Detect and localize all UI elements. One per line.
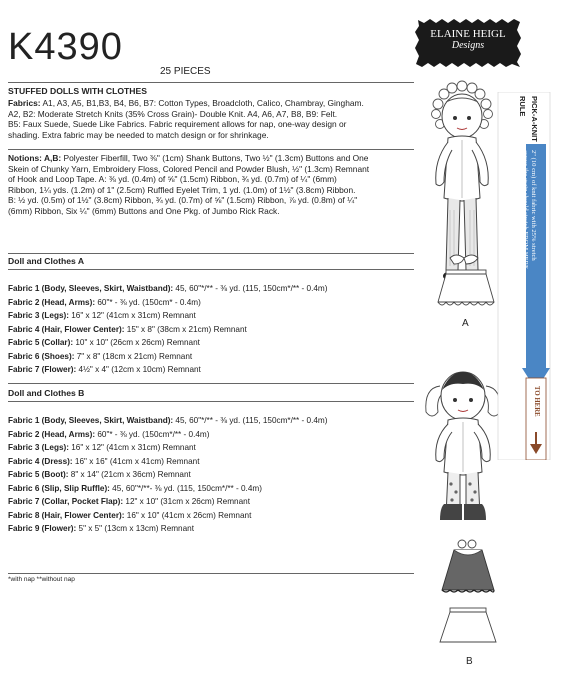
- fabrics-line: A2, B2: Moderate Stretch Knits (35% Cross Grain)- Double Knit. A4, A6, A7, B8, B9: Felt.: [8, 108, 338, 119]
- fabric-row: [8, 323, 418, 337]
- fabric-amount: 60"* - ⅜ yd. (150cm* - 0.4m): [95, 297, 201, 307]
- group-b-list: [8, 414, 418, 536]
- brand-logo-text: [414, 28, 522, 52]
- pick-a-knit-rule-wrap: [518, 96, 530, 126]
- fabric-name: Fabric 6 (Shoes):: [8, 351, 75, 361]
- pick-a-knit-title-wrap: [530, 96, 548, 146]
- fabric-row: [8, 350, 418, 364]
- fabric-row: [8, 495, 418, 509]
- fabric-name: Fabric 3 (Legs):: [8, 311, 69, 320]
- fabric-name: Fabric 1 (Body, Sleeves, Skirt, Waistband):: [8, 284, 174, 293]
- fabric-name: Fabric 1 (Body, Sleeves, Skirt, Waistband):: [8, 416, 174, 425]
- fabric-amount: 60"* - ⅜ yd. (150cm*/** - 0.4m): [95, 429, 210, 439]
- fabric-name: Fabric 9 (Flower):: [8, 524, 77, 533]
- section-title: STUFFED DOLLS WITH CLOTHES: [8, 86, 147, 96]
- divider: [8, 253, 414, 254]
- doll-b-illustration: [420, 368, 506, 528]
- fabric-row: [8, 309, 418, 323]
- fabrics-label: Fabrics:: [8, 98, 41, 108]
- fabric-name: Fabric 7 (Flower):: [8, 365, 77, 374]
- notions-line: of Hook and Loop Tape. A: ⅜ yd. (0.4m) of ⅝" (1.5cm) Ribbon, ¾ yd. (0.7m) of ¼" (6mm): [8, 174, 337, 185]
- fabric-amount: 16" x 16" (41cm x 41cm) Remnant: [72, 456, 200, 466]
- fabric-amount: 5" x 5" (13cm x 13cm) Remnant: [76, 524, 194, 533]
- group-b-title: Doll and Clothes B: [8, 388, 85, 398]
- divider: [8, 82, 414, 83]
- notions-line: B: ½ yd. (0.5m) of 1½" (3.8cm) Ribbon, ¾ yd. (0.7m) of ⅝" (1.5cm) Ribbon, ⅞ yd. (0.8m) of ¼": [8, 195, 358, 206]
- divider: [8, 383, 414, 384]
- notions-line: Ribbon, 1¼ yds. (1.2m) of 1" (2.5cm) Ruffled Eyelet Trim, 1 yd. (1.0m) of 1½" (3.8cm) Ribbon.: [8, 184, 356, 195]
- fabric-amount: 15" x 8" (38cm x 21cm) Remnant: [124, 324, 247, 334]
- clothes-a-illustration: [432, 252, 502, 318]
- fabric-row: [8, 296, 418, 310]
- fabric-row: [8, 455, 418, 469]
- fabric-row: [8, 509, 418, 523]
- view-a-label: A: [462, 318, 469, 329]
- fabric-row: [8, 522, 418, 536]
- notions-label: Notions: A,B:: [8, 153, 62, 163]
- notions-line: Skein of Chunky Yarn, Embroidery Floss, Colored Pencil and Powder Blush, ½" (1.3cm) Remnant: [8, 163, 370, 174]
- fabric-name: Fabric 7 (Collar, Pocket Flap):: [8, 497, 124, 506]
- divider: [8, 269, 414, 270]
- view-b-label: B: [466, 656, 473, 667]
- brand-subtitle: Designs: [451, 40, 485, 51]
- fabric-name: Fabric 5 (Boot):: [8, 470, 69, 479]
- fabric-row: [8, 428, 418, 442]
- pick-a-knit-desc2: across the grain should stretch FROM HERE: [522, 150, 529, 270]
- fabric-amount: 7" x 8" (18cm x 21cm) Remnant: [74, 351, 193, 361]
- divider: [8, 149, 414, 150]
- fabric-amount: 16" x 12" (41cm x 31cm) Remnant: [68, 311, 196, 320]
- fabric-amount: 16" x 12" (41cm x 31cm) Remnant: [68, 443, 196, 452]
- fabric-amount: 12" x 10" (31cm x 26cm) Remnant: [123, 497, 250, 506]
- fabrics-line: B5: Faux Suede, Suede Like Fabrics. Fabric requirement allows for nap, one-way design or: [8, 119, 347, 130]
- fabric-name: Fabric 6 (Slip, Slip Ruffle):: [8, 483, 110, 493]
- fabric-name: Fabric 2 (Head, Arms):: [8, 297, 96, 307]
- fabric-name: Fabric 4 (Dress):: [8, 456, 73, 466]
- pick-a-knit-desc1: 2" (10 cm) of knit fabric with 25% stretch: [530, 150, 537, 261]
- fabric-name: Fabric 5 (Collar):: [8, 338, 74, 347]
- fabric-amount: 45, 60"*/**- ⅜ yd. (115, 150cm*/** - 0.4m): [109, 483, 262, 493]
- to-here-wrap: [530, 386, 542, 436]
- footnote: *with nap **without nap: [8, 576, 75, 583]
- fabrics-line: A1, A3, A5, B1,B3, B4, B6, B7: Cotton Types, Broadcloth, Calico, Chambray, Gingham.: [40, 98, 364, 108]
- brand-name: ELAINE HEIGL: [430, 28, 506, 40]
- fabric-amount: 4½" x 4" (12cm x 10cm) Remnant: [76, 365, 201, 374]
- notions-line: Polyester Fiberfill, Two ⅜" (1cm) Shank Buttons, Two ½" (1.3cm) Buttons and One: [61, 153, 369, 163]
- fabric-name: Fabric 4 (Hair, Flower Center):: [8, 324, 125, 334]
- fabric-amount: 10" x 10" (26cm x 26cm) Remnant: [73, 338, 200, 347]
- fabric-amount: 8" x 14" (21cm x 36cm) Remnant: [68, 470, 191, 479]
- fabric-name: Fabric 3 (Legs):: [8, 443, 69, 452]
- fabric-row: [8, 441, 418, 455]
- fabric-row: [8, 482, 418, 496]
- fabric-row: [8, 282, 418, 296]
- to-here-label: TO HERE: [533, 386, 540, 417]
- fabric-row: [8, 363, 418, 377]
- pick-a-knit-rule-label: RULE: [518, 96, 527, 117]
- notions-line: (6mm) Ribbon, Six ¼" (6mm) Buttons and One Pkg. of Jumbo Rick Rack.: [8, 205, 280, 216]
- group-a-list: [8, 282, 418, 377]
- pick-a-knit-title: PICK-A-KNIT: [530, 96, 539, 142]
- clothes-b-illustration: [432, 538, 506, 656]
- fabric-name: Fabric 2 (Head, Arms):: [8, 429, 96, 439]
- fabrics-block: [8, 98, 412, 140]
- notions-block: [8, 153, 412, 217]
- divider: [8, 401, 414, 402]
- fabric-amount: 45, 60"*/** - ⅜ yd. (115, 150cm*/** - 0.4m): [173, 416, 328, 425]
- fabric-name: Fabric 8 (Hair, Flower Center):: [8, 510, 125, 520]
- fabric-amount: 16" x 10" (41cm x 26cm) Remnant: [124, 510, 252, 520]
- fabric-row: [8, 336, 418, 350]
- divider: [8, 573, 414, 574]
- fabric-row: [8, 468, 418, 482]
- fabric-amount: 45, 60"*/** - ⅜ yd. (115, 150cm*/** - 0.4m): [173, 284, 328, 293]
- fabrics-line: shading. Extra fabric may be needed to match design or for shrinkage.: [8, 129, 269, 140]
- fabric-row: [8, 414, 418, 428]
- piece-count: 25 PIECES: [160, 66, 211, 77]
- group-a-title: Doll and Clothes A: [8, 256, 85, 266]
- pattern-number: K4390: [8, 26, 123, 68]
- pick-a-knit-desc-wrap2: [518, 150, 530, 360]
